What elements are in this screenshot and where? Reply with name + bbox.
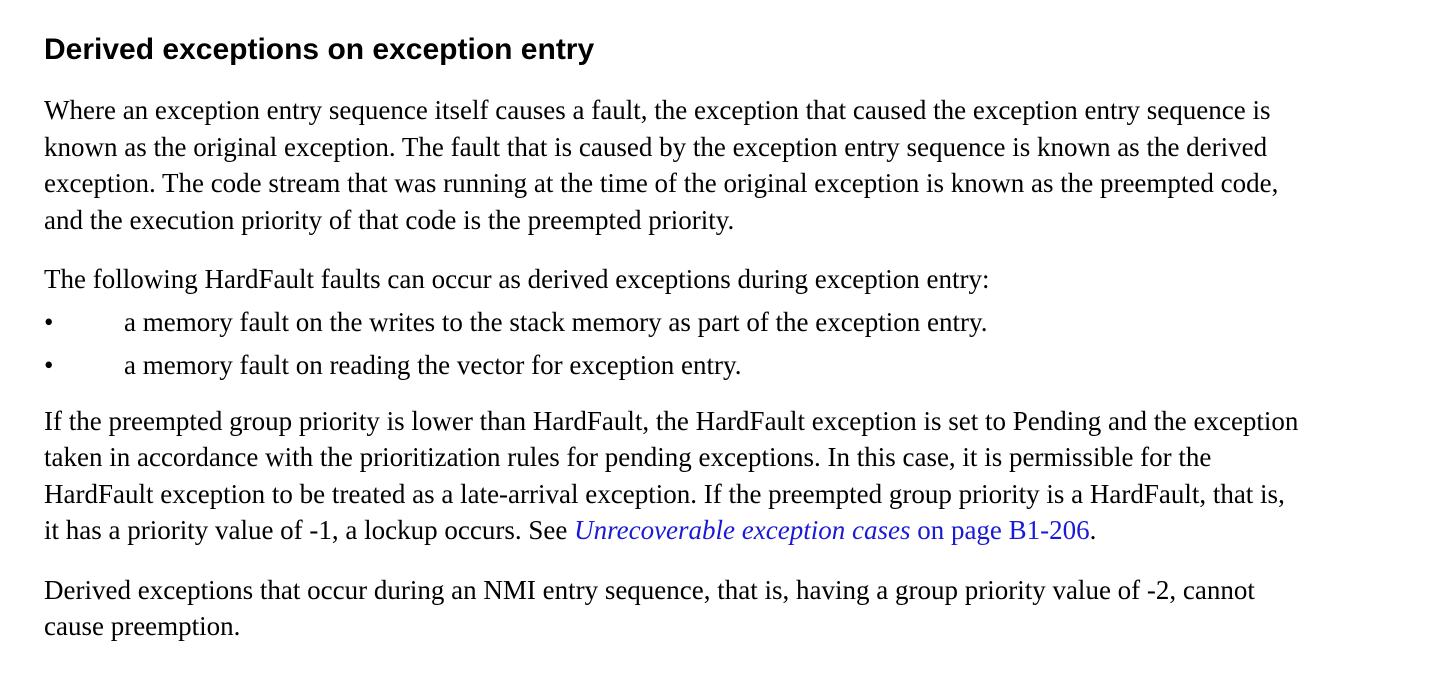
paragraph-line: Where an exception entry sequence itself causes a fault, the exception that caused the exception entry sequence is [44,95,1271,125]
paragraph-line: Derived exceptions that occur during an NMI entry sequence, that is, having a group priority value of -2, cannot [44,574,1255,605]
list-item [44,304,1424,340]
bullet-icon: • [44,306,54,337]
list-item [44,347,1424,383]
paragraph-line: and the execution priority of that code is the preempted priority. [44,204,735,235]
paragraph-hardfault-intro: The following HardFault faults can occur as derived exceptions during exception entry: [44,264,990,294]
paragraph-line: If the preempted group priority is lower than HardFault, the HardFault exception is set to Pending and the exception [44,405,1299,436]
link-page-ref: on page B1-206 [910,515,1090,545]
unrecoverable-exception-cases-link[interactable] [574,515,1090,545]
document-page [44,30,1424,668]
paragraph-line: known as the original exception. The fault that is caused by the exception entry sequence is known as the derived [44,131,1268,162]
paragraph-line: cause preemption. [44,611,241,641]
paragraph-line: HardFault exception to be treated as a late-arrival exception. If the preempted group priority is a HardFault, that is, [44,478,1285,509]
paragraph-preempted-priority [44,403,1424,549]
list-item-text: a memory fault on reading the vector for exception entry. [124,349,742,380]
paragraph-line [44,512,1424,549]
link-title: Unrecoverable exception cases [574,515,911,545]
paragraph-nmi [44,572,1424,645]
section-heading: Derived exceptions on exception entry [44,33,595,66]
bullet-icon: • [44,349,54,380]
paragraph-line: taken in accordance with the prioritization rules for pending exceptions. In this case, it is permissible for the [44,442,1212,472]
paragraph-text: it has a priority value of -1, a lockup occurs. See [44,515,575,545]
list-item-text: a memory fault on the writes to the stack memory as part of the exception entry. [124,306,988,337]
paragraph-line: exception. The code stream that was running at the time of the original exception is known as the preempted code, [44,168,1279,198]
paragraph-original-exception [44,92,1424,238]
paragraph-text: . [1089,515,1097,545]
hardfault-list [44,304,1424,383]
